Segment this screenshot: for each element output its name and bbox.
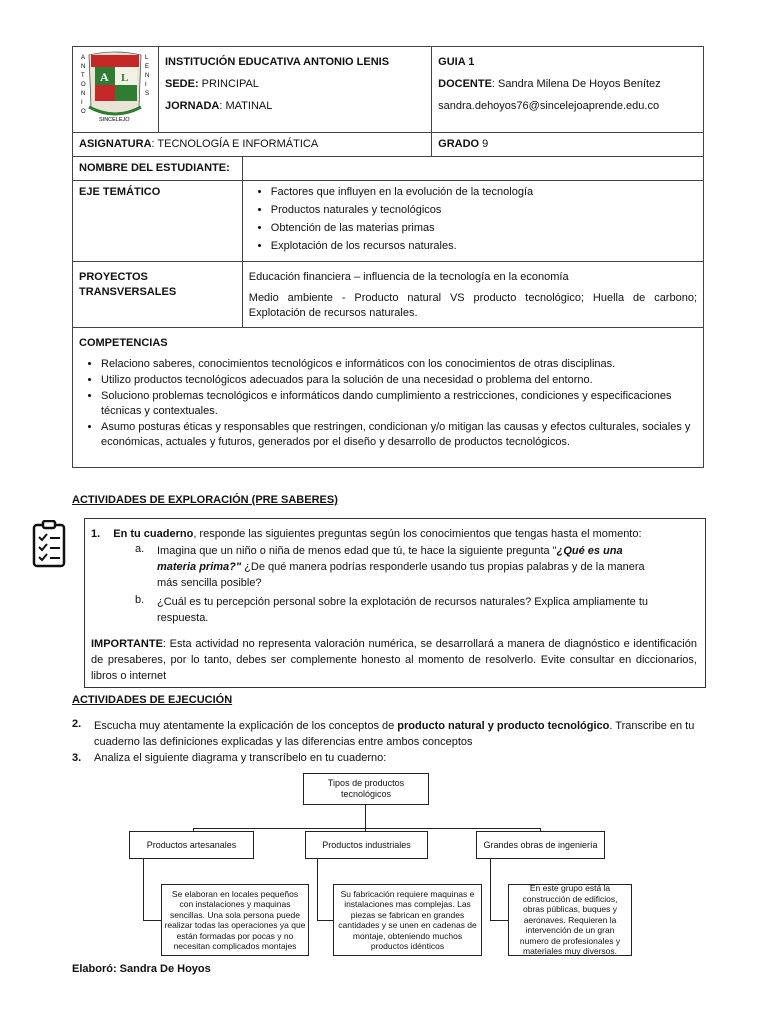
desc-industriales: Su fabricación requiere maquinas e instalaciones mas complejas. Las piezas se fabrican en grandes cantidades y se unen en cadenas de montaje, obteniendo muchos productos idénticos bbox=[333, 884, 482, 956]
nombre-label: NOMBRE DEL ESTUDIANTE: bbox=[73, 157, 243, 181]
exploracion-title: ACTIVIDADES DE EXPLORACIÓN (PRE SABERES) bbox=[72, 494, 338, 506]
item1-bold: En tu cuaderno bbox=[113, 528, 194, 540]
eje-cell bbox=[242, 181, 703, 262]
connector bbox=[365, 804, 366, 828]
svg-text:A: A bbox=[100, 70, 109, 84]
item-a-italic: ¿Qué es una materia prima?" bbox=[157, 545, 623, 573]
school-logo bbox=[75, 49, 155, 125]
connector bbox=[490, 920, 508, 921]
item-a-text2: ¿De qué manera podrías responderle usando tus propias palabras y de la manera más sencilla posible? bbox=[157, 561, 645, 589]
item-b-label: b. bbox=[135, 594, 145, 606]
competencias-cell bbox=[73, 328, 704, 468]
item1-rest: , responde las siguientes preguntas según los conocimientos que tengas hasta el momento: bbox=[193, 528, 642, 540]
proyectos-label: PROYECTOS TRANSVERSALES bbox=[73, 262, 243, 328]
importante-label: IMPORTANTE bbox=[91, 638, 163, 650]
connector bbox=[143, 920, 161, 921]
proyectos-cell bbox=[242, 262, 703, 328]
clipboard-checklist-icon bbox=[32, 520, 66, 568]
svg-text:N: N bbox=[145, 73, 150, 79]
item-a-text1: Imagina que un niño o niña de menos edad que tú, te hace la siguiente pregunta " bbox=[157, 545, 557, 557]
diagram-root: Tipos de productos tecnológicos bbox=[303, 773, 429, 805]
jornada-label: JORNADA bbox=[164, 100, 220, 112]
logo-left-letter: A bbox=[81, 55, 86, 61]
docente-label: DOCENTE bbox=[438, 78, 492, 90]
item3-num: 3. bbox=[72, 752, 82, 764]
svg-text:T: T bbox=[81, 73, 85, 79]
item-a-label: a. bbox=[135, 543, 145, 555]
header-table bbox=[72, 46, 704, 468]
svg-text:O: O bbox=[81, 109, 86, 115]
grado-value: 9 bbox=[479, 138, 489, 150]
competencia-item: • Utilizo productos tecnológicos adecuados para la solución de una necesidad o problema del entorno. bbox=[101, 373, 697, 388]
proyectos-line1: Educación financiera – influencia de la tecnología en la economía bbox=[248, 271, 569, 283]
competencia-item: • Soluciono problemas tecnológicos e informáticos dando cumplimiento a restricciones, condiciones y especificaciones técnicas y contextuales. bbox=[101, 389, 697, 419]
svg-text:I: I bbox=[81, 100, 83, 106]
importante-text: : Esta actividad no representa valoración numérica, se desarrollará a manera de diagnóstico e identificación de presaberes, por lo tanto, debes ser complemente honesto al momento de resolverlo. Evite consultar en diccionarios, libros o internet bbox=[91, 638, 697, 682]
grado-cell bbox=[432, 133, 704, 157]
svg-text:L: L bbox=[121, 72, 129, 84]
proyectos-line2: Medio ambiente - Producto natural VS producto tecnológico; Huella de carbono; Explotación de recursos naturales. bbox=[248, 292, 697, 319]
sede-value: PRINCIPAL bbox=[201, 78, 259, 90]
branch-ingenieria: Grandes obras de ingeniería bbox=[476, 831, 605, 859]
eje-item: • Explotación de los recursos naturales. bbox=[271, 239, 697, 254]
item3-text: Analiza el siguiente diagrama y transcríbelo en tu cuaderno: bbox=[94, 752, 387, 764]
desc-ingenieria: En este grupo está la construcción de edificios, obras públicas, buques y aeronaves. Requieren la intervención de un gran numero de profesionales y materiales muy diversos. bbox=[508, 884, 632, 956]
svg-text:L: L bbox=[145, 55, 149, 61]
branch-artesanales: Productos artesanales bbox=[129, 831, 254, 859]
eje-item: • Obtención de las materias primas bbox=[271, 221, 697, 236]
logo-cell bbox=[73, 47, 159, 133]
connector bbox=[143, 858, 144, 920]
connector bbox=[193, 828, 540, 829]
asignatura-cell bbox=[73, 133, 432, 157]
docente-value: : Sandra Milena De Hoyos Benítez bbox=[491, 78, 661, 90]
asignatura-value: : TECNOLOGÍA E INFORMÁTICA bbox=[151, 138, 319, 150]
svg-text:I: I bbox=[145, 82, 147, 88]
desc-artesanales: Se elaboran en locales pequeños con instalaciones y maquinas sencillas. Una sola persona puede realizar todas las operaciones ya que están formadas por pocas y no necesitan complicados montajes bbox=[161, 884, 309, 956]
svg-text:O: O bbox=[81, 82, 86, 88]
eje-item: • Factores que influyen en la evolución de la tecnología bbox=[271, 185, 697, 200]
item2-text2: . Transcribe en tu cuaderno las definiciones explicadas y las diferencias entre ambos conceptos bbox=[94, 720, 695, 748]
connector bbox=[490, 858, 491, 920]
exploracion-box bbox=[84, 518, 706, 688]
item2-text1: Escucha muy atentamente la explicación de los conceptos de bbox=[94, 720, 398, 732]
eje-item: • Productos naturales y tecnológicos bbox=[271, 203, 697, 218]
guia-title: GUIA 1 bbox=[438, 56, 475, 68]
grado-label: GRADO bbox=[438, 138, 480, 150]
connector bbox=[317, 858, 318, 920]
item1-num: 1. bbox=[91, 528, 101, 540]
item2 bbox=[94, 718, 704, 750]
ejecucion-title: ACTIVIDADES DE EJECUCIÓN bbox=[72, 694, 233, 706]
svg-text:S: S bbox=[145, 91, 150, 97]
svg-text:N: N bbox=[81, 91, 86, 97]
jornada-value: : MATINAL bbox=[219, 100, 273, 112]
asignatura-label: ASIGNATURA bbox=[79, 138, 152, 150]
email-text: sandra.dehoyos76@sincelejoaprende.edu.co bbox=[438, 100, 660, 112]
item2-bold: producto natural y producto tecnológico bbox=[397, 720, 610, 732]
importante bbox=[91, 636, 697, 684]
nombre-field[interactable] bbox=[242, 157, 703, 181]
connector bbox=[317, 920, 333, 921]
item1 bbox=[91, 527, 697, 542]
competencia-item: • Relaciono saberes, conocimientos tecnológicos e informáticos con los conocimientos de otras disciplinas. bbox=[101, 357, 697, 372]
competencia-item: • Asumo posturas éticas y responsables que restringen, condicionan y/o mitigan las causas y efectos culturales, sociales y económicas, actuales y futuros, generados por el diseño y desarrollo de productos tecnológicos. bbox=[101, 420, 697, 450]
item-b-text: ¿Cuál es tu percepción personal sobre la explotación de recursos naturales? Explica ampliamente tu respuesta. bbox=[157, 596, 648, 624]
sede-label: SEDE: bbox=[164, 78, 199, 90]
institution-name: INSTITUCIÓN EDUCATIVA ANTONIO LENIS bbox=[164, 56, 390, 68]
item-a bbox=[157, 543, 657, 591]
logo-bottom-text: SINCELEJO bbox=[99, 117, 130, 123]
elaboro: Elaboró: Sandra De Hoyos bbox=[72, 963, 211, 975]
svg-text:E: E bbox=[145, 64, 150, 70]
competencias-label: COMPETENCIAS bbox=[79, 337, 168, 349]
eje-label: EJE TEMÁTICO bbox=[73, 181, 243, 262]
svg-text:N: N bbox=[81, 64, 86, 70]
item2-num: 2. bbox=[72, 718, 82, 730]
guia-cell bbox=[432, 47, 704, 133]
institution-cell bbox=[158, 47, 431, 133]
branch-industriales: Productos industriales bbox=[305, 831, 428, 859]
